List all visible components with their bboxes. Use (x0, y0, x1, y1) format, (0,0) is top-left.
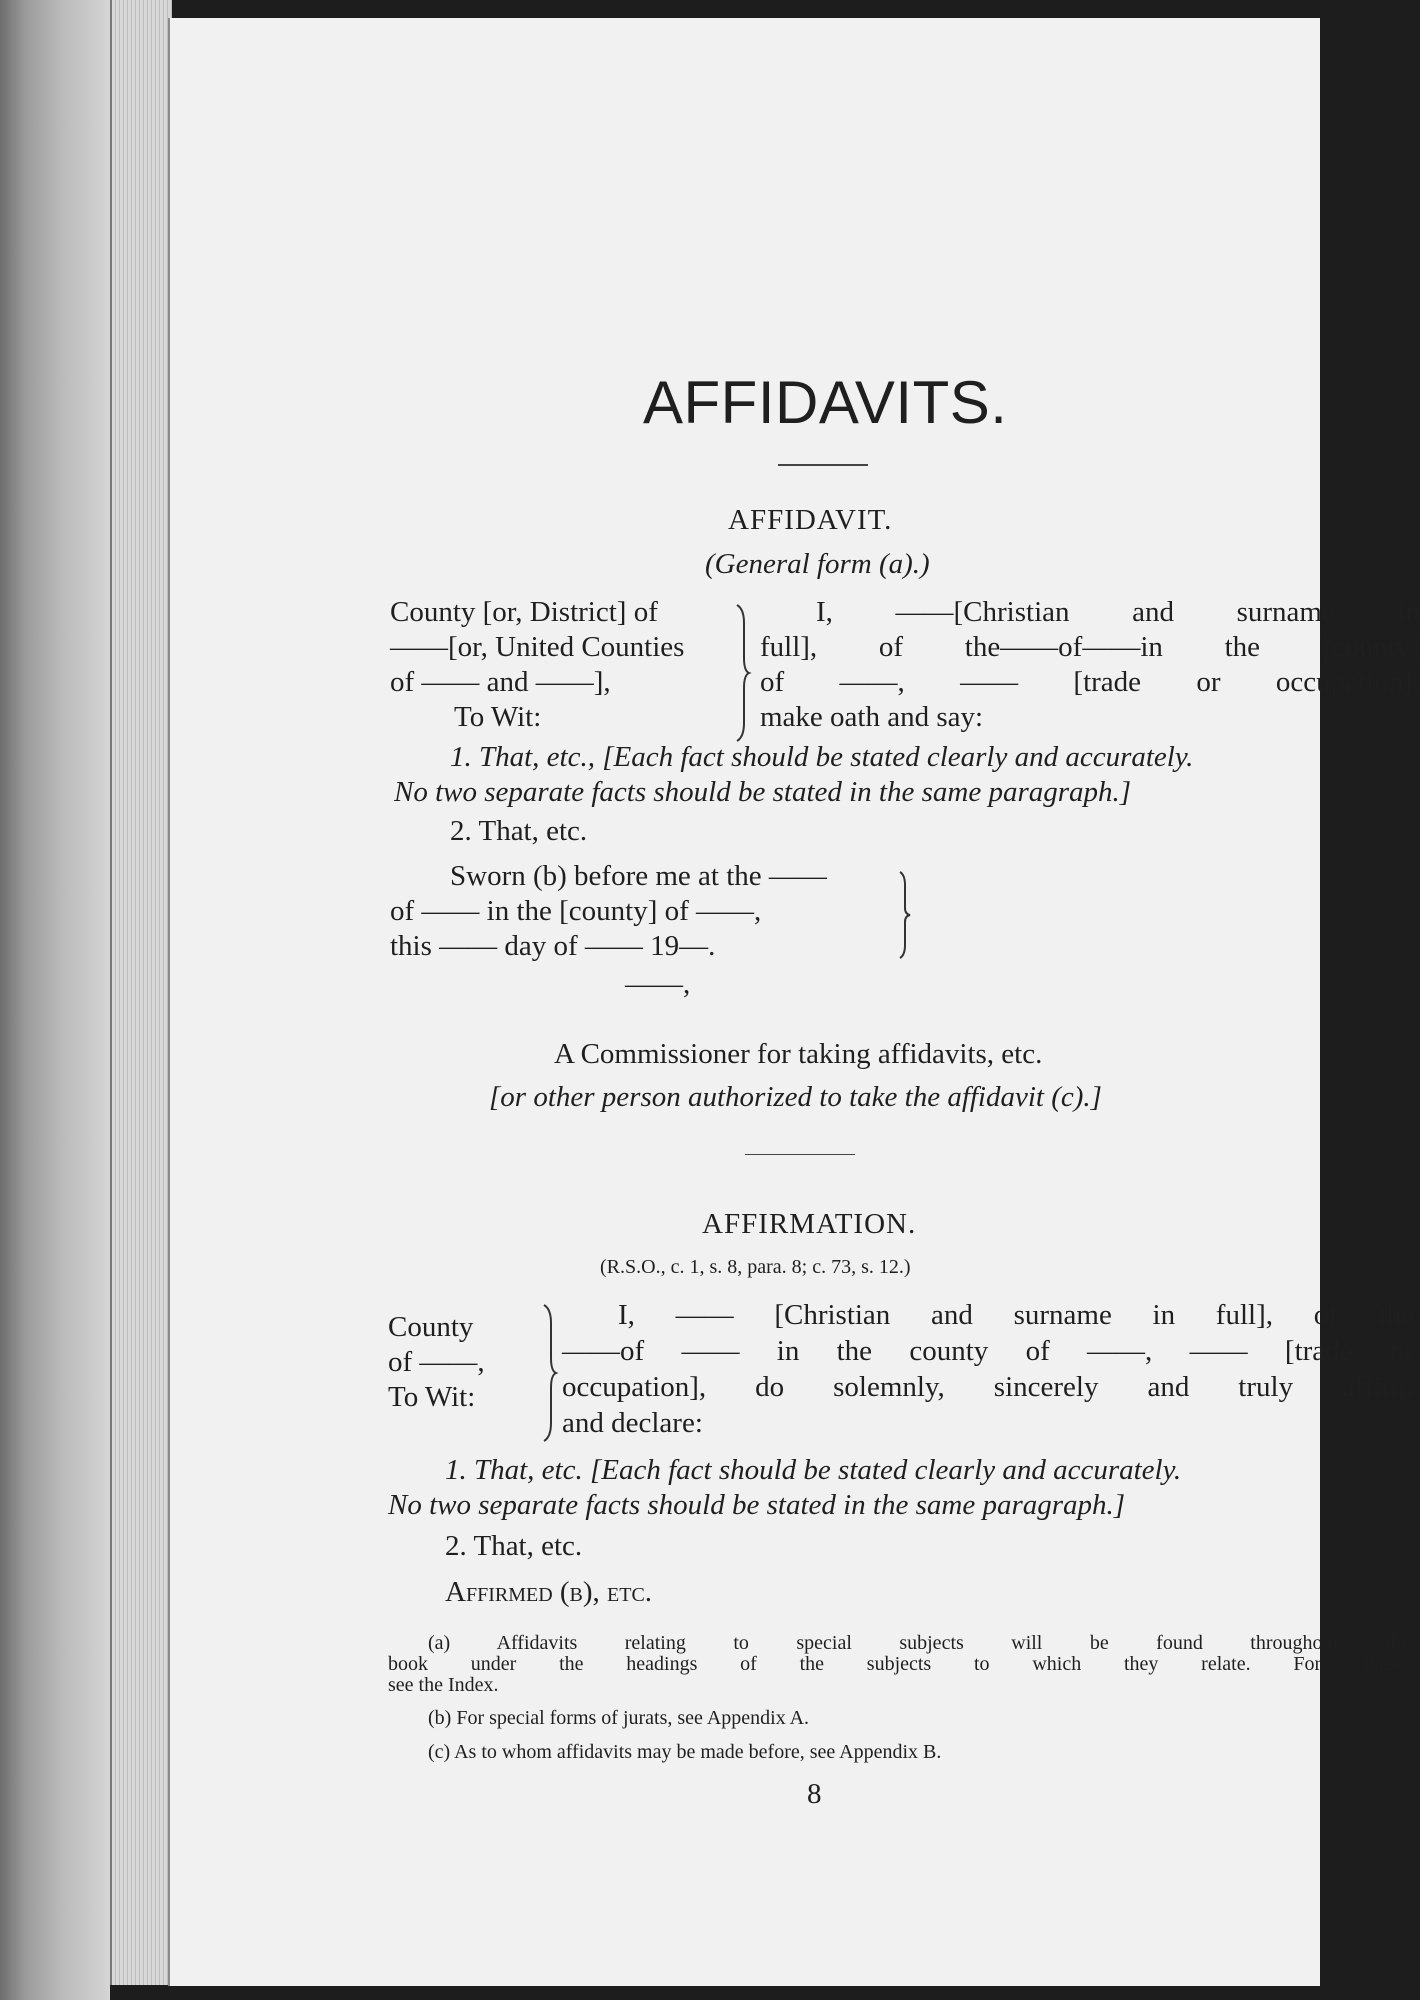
venue-line-3: of —— and ——], (390, 666, 611, 698)
venue-line-1: County [or, District] of (390, 596, 658, 628)
jurat-line-1: Sworn (b) before me at the —— (450, 860, 827, 892)
affirmation-para1-line2: No two separate facts should be stated in the same paragraph.] (388, 1489, 1126, 1521)
aff-venue-line-3: To Wit: (388, 1381, 476, 1413)
footnote-b: (b) For special forms of jurats, see Appendix A. (428, 1707, 810, 1729)
deponent-line-4: make oath and say: (760, 701, 984, 733)
section-rule (745, 1154, 855, 1155)
affidavit-para2: 2. That, etc. (450, 815, 588, 847)
footnote-a-line1: (a) Affidavits relating to special subjects will be found throughout the (428, 1632, 1410, 1654)
affirmation-heading: AFFIRMATION. (702, 1208, 917, 1240)
commissioner-line: A Commissioner for taking affidavits, etc. (554, 1038, 1043, 1070)
jurat-brace (898, 870, 912, 960)
deponent-line-2: full], of the——of——in the [county] (760, 631, 1420, 663)
affirmant-line-1: I, —— [Christian and surname in full], of the (618, 1299, 1414, 1331)
affirmation-para2: 2. That, etc. (445, 1530, 583, 1562)
venue-brace (735, 603, 751, 743)
aff-venue-line-1: County (388, 1311, 474, 1343)
affirmed-line: Affirmed (b), etc. (445, 1576, 653, 1608)
venue-line-2: ——[or, United Counties (390, 631, 685, 663)
jurat-line-2: of —— in the [county] of ——, (390, 895, 762, 927)
footnote-a-line3: see the Index. (388, 1674, 499, 1696)
affidavit-para1-line2: No two separate facts should be stated in the same paragraph.] (394, 776, 1132, 808)
book-page (168, 18, 1420, 1986)
page-stack (110, 0, 172, 1985)
affidavit-heading: AFFIDAVIT. (728, 504, 893, 536)
affidavit-subheading: (General form (a).) (705, 548, 930, 580)
deponent-line-1: I, ——[Christian and surname in (816, 596, 1420, 628)
affirmant-line-2: ——of —— in the county of ——, —— [trade or (562, 1335, 1414, 1367)
jurat-line-3: this —— day of —— 19—. (390, 930, 716, 962)
deponent-line-3: of ——, —— [trade or occupation], (760, 666, 1420, 698)
footnote-c: (c) As to whom affidavits may be made before, see Appendix B. (428, 1741, 942, 1763)
book-edge (0, 0, 110, 2000)
affirmation-para1-line1: 1. That, etc. [Each fact should be stated clearly and accurately. (445, 1454, 1182, 1486)
page-number: 8 (807, 1778, 822, 1810)
title-rule (778, 464, 868, 466)
signature-line: ——, (625, 968, 691, 1000)
venue-line-4: To Wit: (454, 701, 542, 733)
affirmation-brace (542, 1303, 558, 1443)
affirmation-citation: (R.S.O., c. 1, s. 8, para. 8; c. 73, s. 12.) (600, 1256, 911, 1278)
affirmant-line-3: occupation], do solemnly, sincerely and truly affirm (562, 1371, 1414, 1403)
affirmant-line-4: and declare: (562, 1407, 703, 1439)
footnote-a-line2: book under the headings of the subjects to which they relate. For these, (388, 1653, 1410, 1675)
other-person-line: [or other person authorized to take the affidavit (c).] (489, 1081, 1102, 1113)
affidavit-para1-line1: 1. That, etc., [Each fact should be stated clearly and accurately. (450, 741, 1194, 773)
aff-venue-line-2: of ——, (388, 1346, 485, 1378)
page-title: AFFIDAVITS. (643, 369, 1008, 436)
